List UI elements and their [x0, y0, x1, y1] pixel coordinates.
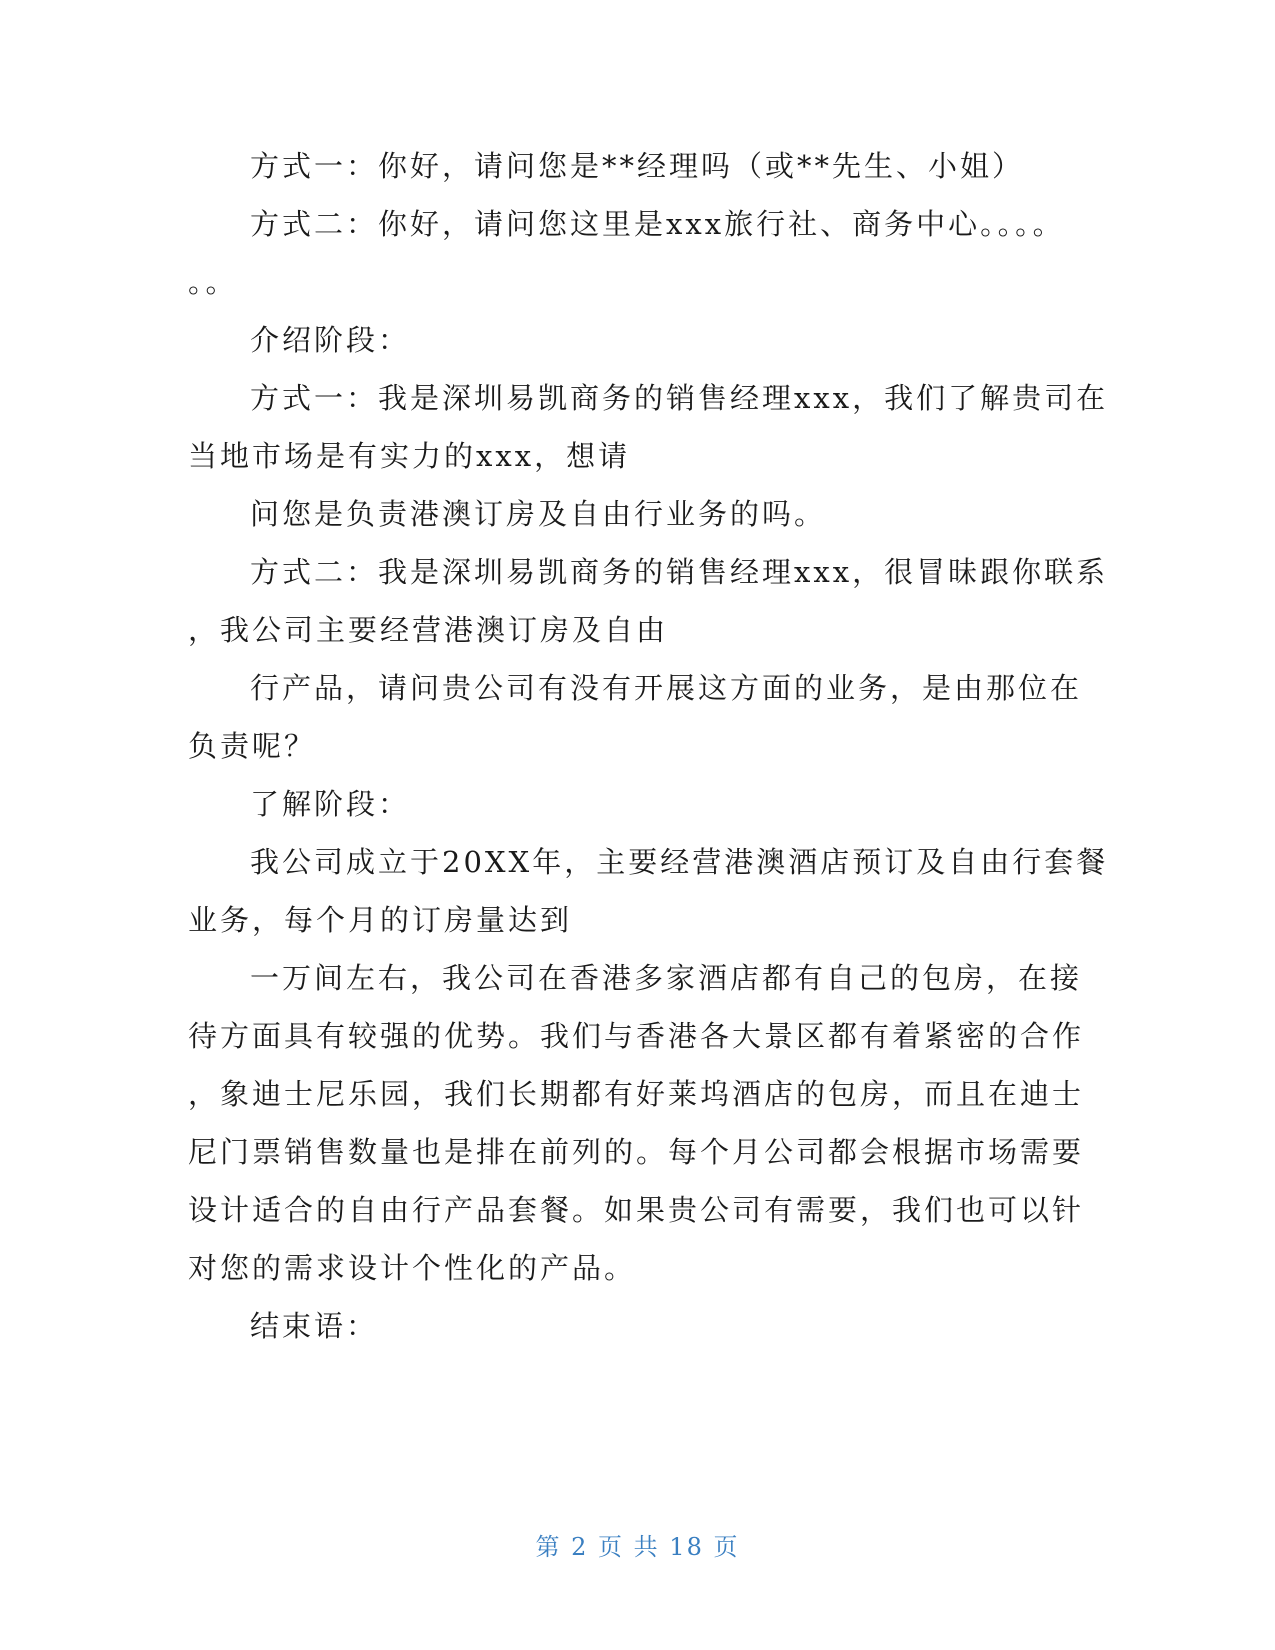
section-heading-intro: 介绍阶段： — [250, 323, 411, 357]
section-heading-understand: 了解阶段： — [250, 787, 411, 821]
text-line: 。。 — [188, 265, 238, 299]
text-line: 问您是负责港澳订房及自由行业务的吗。 — [250, 497, 827, 531]
text-line: 一万间左右，我公司在香港多家酒店都有自己的包房，在接 — [250, 961, 1083, 995]
text-line: 方式二：我是深圳易凯商务的销售经理xxx，很冒昧跟你联系 — [250, 555, 1109, 589]
section-heading-closing: 结束语： — [250, 1309, 379, 1343]
text-line: 方式一：我是深圳易凯商务的销售经理xxx，我们了解贵司在 — [250, 381, 1109, 415]
text-line: 方式一：你好，请问您是**经理吗（或**先生、小姐） — [250, 149, 1025, 183]
text-line: ，象迪士尼乐园，我们长期都有好莱坞酒店的包房，而且在迪士 — [188, 1077, 1085, 1111]
text-line: 当地市场是有实力的xxx，想请 — [188, 439, 631, 473]
text-line: 行产品，请问贵公司有没有开展这方面的业务，是由那位在 — [250, 671, 1083, 705]
text-line: 待方面具有较强的优势。我们与香港各大景区都有着紧密的合作 — [188, 1019, 1085, 1053]
text-line: 我公司成立于20XX年，主要经营港澳酒店预订及自由行套餐 — [250, 845, 1109, 879]
text-line: 负责呢？ — [188, 729, 317, 763]
text-line: ，我公司主要经营港澳订房及自由 — [188, 613, 669, 647]
text-line: 尼门票销售数量也是排在前列的。每个月公司都会根据市场需要 — [188, 1135, 1085, 1169]
text-line: 方式二：你好，请问您这里是xxx旅行社、商务中心。。。。 — [250, 207, 1065, 241]
text-line: 设计适合的自由行产品套餐。如果贵公司有需要，我们也可以针 — [188, 1193, 1085, 1227]
text-line: 对您的需求设计个性化的产品。 — [188, 1251, 637, 1285]
text-line: 业务，每个月的订房量达到 — [188, 903, 573, 937]
page-number-footer: 第 2 页 共 18 页 — [535, 1533, 740, 1561]
